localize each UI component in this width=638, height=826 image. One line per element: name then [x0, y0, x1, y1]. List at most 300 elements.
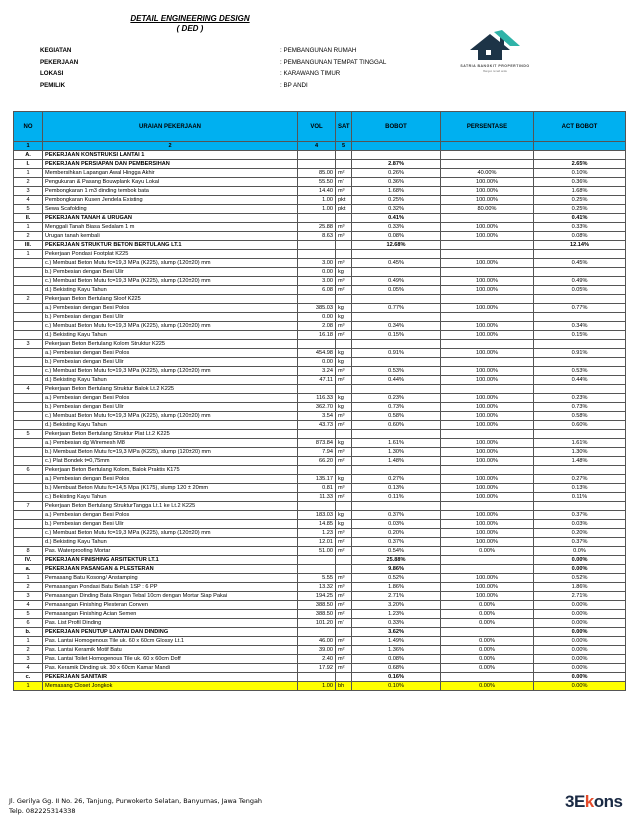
- row-number: [14, 286, 43, 295]
- row-unit: kg: [336, 268, 352, 277]
- row-number: [14, 322, 43, 331]
- row-unit: [336, 214, 352, 223]
- row-bobot: 0.33%: [352, 223, 441, 232]
- table-row: [14, 493, 626, 502]
- row-description: Pekerjaan Beton Bertulang StrukturTangga Lt.1 ke Lt.2 K225: [43, 502, 298, 511]
- row-number: 6: [14, 466, 43, 475]
- row-volume: 135.17: [298, 475, 336, 484]
- row-act-bobot: 0.00%: [534, 628, 626, 637]
- row-unit: m³: [336, 574, 352, 583]
- row-unit: kg: [336, 520, 352, 529]
- row-volume: 0.81: [298, 484, 336, 493]
- table-row: [14, 268, 626, 277]
- footer-address-line: Jl. Gerilya Gg. II No. 26, Tanjung, Purwokerto Selatan, Banyumas, Jawa Tengah: [9, 797, 263, 805]
- row-bobot: 2.71%: [352, 592, 441, 601]
- row-act-bobot: 0.00%: [534, 565, 626, 574]
- row-description: Pas. Waterproofing Mortar: [43, 547, 298, 556]
- row-act-bobot: 0.00%: [534, 655, 626, 664]
- column-index-cell: 4: [298, 142, 336, 151]
- row-act-bobot: 0.00%: [534, 682, 626, 691]
- row-unit: [336, 250, 352, 259]
- row-persentase: 0.00%: [441, 619, 534, 628]
- row-persentase: 100.00%: [441, 439, 534, 448]
- row-unit: m³: [336, 232, 352, 241]
- row-act-bobot: 1.86%: [534, 583, 626, 592]
- row-act-bobot: 1.30%: [534, 448, 626, 457]
- row-volume: 116.33: [298, 394, 336, 403]
- row-unit: m²: [336, 646, 352, 655]
- row-unit: kg: [336, 349, 352, 358]
- row-act-bobot: [534, 430, 626, 439]
- row-number: [14, 457, 43, 466]
- row-bobot: [352, 340, 441, 349]
- row-unit: [336, 160, 352, 169]
- row-description: b.) Membuat Beton Mutu fc=14,5 Mpa (K175), slump 120 ± 20mm: [43, 484, 298, 493]
- row-unit: m²: [336, 610, 352, 619]
- row-number: 2: [14, 295, 43, 304]
- row-act-bobot: 0.11%: [534, 493, 626, 502]
- row-unit: m²: [336, 331, 352, 340]
- row-description: Pemasangan Finishing Acian Semen: [43, 610, 298, 619]
- row-volume: 1.00: [298, 196, 336, 205]
- row-persentase: 0.00%: [441, 655, 534, 664]
- row-persentase: 100.00%: [441, 331, 534, 340]
- row-number: 5: [14, 430, 43, 439]
- brand-prefix: 3E: [565, 792, 585, 811]
- row-description: d.) Bekisting Kayu Tahun: [43, 376, 298, 385]
- row-description: a.) Pembesian dengan Besi Polos: [43, 349, 298, 358]
- row-unit: m³: [336, 322, 352, 331]
- table-row: [14, 511, 626, 520]
- table-row: [14, 601, 626, 610]
- row-persentase: 0.00%: [441, 637, 534, 646]
- row-number: 3: [14, 340, 43, 349]
- row-description: PEKERJAAN TANAH & URUGAN: [43, 214, 298, 223]
- row-volume: 55.50: [298, 178, 336, 187]
- row-act-bobot: 0.00%: [534, 601, 626, 610]
- section-row: [14, 628, 626, 637]
- row-bobot: 12.68%: [352, 241, 441, 250]
- row-number: 1: [14, 682, 43, 691]
- row-bobot: [352, 358, 441, 367]
- row-description: a.) Pembesian dengan Besi Polos: [43, 511, 298, 520]
- row-number: 1: [14, 223, 43, 232]
- row-number: 1: [14, 250, 43, 259]
- row-description: Pas. Lantai Homogenous Tile uk. 60 x 60cm Glossy Lt.1: [43, 637, 298, 646]
- row-persentase: 100.00%: [441, 259, 534, 268]
- row-volume: 873.84: [298, 439, 336, 448]
- row-description: Pekerjaan Beton Bertulang Struktur Plat Lt.2 K225: [43, 430, 298, 439]
- row-act-bobot: 0.53%: [534, 367, 626, 376]
- row-act-bobot: 12.14%: [534, 241, 626, 250]
- row-bobot: 2.87%: [352, 160, 441, 169]
- column-header: ACT BOBOT: [534, 112, 626, 142]
- row-act-bobot: 0.25%: [534, 205, 626, 214]
- row-unit: m³: [336, 223, 352, 232]
- row-unit: m²: [336, 169, 352, 178]
- row-number: [14, 358, 43, 367]
- row-bobot: 0.68%: [352, 664, 441, 673]
- row-bobot: [352, 313, 441, 322]
- row-unit: m²: [336, 286, 352, 295]
- row-bobot: 0.32%: [352, 205, 441, 214]
- column-header: VOL: [298, 112, 336, 142]
- row-act-bobot: 0.77%: [534, 304, 626, 313]
- row-description: c.) Membuat Beton Mutu fc=19,3 MPa (K225), slump (120±20) mm: [43, 529, 298, 538]
- row-act-bobot: [534, 151, 626, 160]
- row-description: Pas. Lantai Keramik Motif Batu: [43, 646, 298, 655]
- row-unit: [336, 556, 352, 565]
- row-act-bobot: 0.34%: [534, 322, 626, 331]
- row-description: a.) Pembesian dg Wiremesh M8: [43, 439, 298, 448]
- column-index-cell: [441, 142, 534, 151]
- row-act-bobot: [534, 502, 626, 511]
- row-description: c.) Membuat Beton Mutu fc=19,3 MPa (K225), slump (120±20) mm: [43, 259, 298, 268]
- row-persentase: 100.00%: [441, 457, 534, 466]
- column-index-cell: [352, 142, 441, 151]
- row-volume: 1.23: [298, 529, 336, 538]
- row-bobot: 0.45%: [352, 259, 441, 268]
- table-row: [14, 322, 626, 331]
- row-bobot: 0.05%: [352, 286, 441, 295]
- document-subtitle: ( DED ): [176, 24, 204, 33]
- table-row: [14, 439, 626, 448]
- row-number: [14, 304, 43, 313]
- table-row: [14, 295, 626, 304]
- row-description: d.) Bekisting Kayu Tahun: [43, 538, 298, 547]
- house-logo-icon: [440, 26, 550, 64]
- row-unit: [336, 295, 352, 304]
- row-act-bobot: 0.03%: [534, 520, 626, 529]
- row-persentase: 0.00%: [441, 610, 534, 619]
- row-act-bobot: 0.44%: [534, 376, 626, 385]
- row-act-bobot: 0.00%: [534, 646, 626, 655]
- row-bobot: 1.30%: [352, 448, 441, 457]
- row-volume: 101.20: [298, 619, 336, 628]
- row-number: [14, 277, 43, 286]
- table-row: [14, 646, 626, 655]
- row-bobot: 0.26%: [352, 169, 441, 178]
- row-bobot: 0.37%: [352, 511, 441, 520]
- info-row: [40, 45, 386, 57]
- row-number: 7: [14, 502, 43, 511]
- row-number: [14, 259, 43, 268]
- row-bobot: [352, 268, 441, 277]
- row-description: Pengukuran & Pasang Bouwplank Kayu Lokal: [43, 178, 298, 187]
- row-volume: 388.50: [298, 610, 336, 619]
- row-act-bobot: 0.60%: [534, 421, 626, 430]
- row-volume: [298, 340, 336, 349]
- row-description: a.) Pembesian dengan Besi Polos: [43, 394, 298, 403]
- row-bobot: [352, 502, 441, 511]
- column-header: PERSENTASE: [441, 112, 534, 142]
- row-bobot: 0.37%: [352, 538, 441, 547]
- column-index-row: [14, 142, 626, 151]
- table-row: [14, 529, 626, 538]
- info-value: : BP ANDI: [280, 81, 308, 89]
- row-description: Menggali Tanah Biasa Sedalam 1 m: [43, 223, 298, 232]
- row-volume: 3.00: [298, 277, 336, 286]
- row-volume: 47.11: [298, 376, 336, 385]
- row-unit: [336, 628, 352, 637]
- column-header: NO: [14, 112, 43, 142]
- row-bobot: 0.08%: [352, 655, 441, 664]
- row-bobot: 0.44%: [352, 376, 441, 385]
- row-bobot: 0.13%: [352, 484, 441, 493]
- row-description: b.) Pembesian dengan Besi Ulir: [43, 268, 298, 277]
- row-act-bobot: 0.36%: [534, 178, 626, 187]
- row-volume: 6.08: [298, 286, 336, 295]
- column-header: URAIAN PEKERJAAN: [43, 112, 298, 142]
- row-description: c.) Plat Bondek t=0,75mm: [43, 457, 298, 466]
- row-description: Pekerjaan Beton Bertulang Struktur Balok Lt.2 K225: [43, 385, 298, 394]
- row-act-bobot: 2.65%: [534, 160, 626, 169]
- row-persentase: 100.00%: [441, 421, 534, 430]
- table-row: [14, 178, 626, 187]
- row-unit: m²: [336, 376, 352, 385]
- row-number: [14, 412, 43, 421]
- row-number: [14, 421, 43, 430]
- row-number: [14, 538, 43, 547]
- row-number: 2: [14, 583, 43, 592]
- row-description: Pas. Keramik Dinding uk. 30 x 60cm Kamar Mandi: [43, 664, 298, 673]
- section-row: [14, 214, 626, 223]
- section-row: [14, 673, 626, 682]
- row-bobot: 1.23%: [352, 610, 441, 619]
- row-description: Pembongkaran 1 m3 dinding tembok bata: [43, 187, 298, 196]
- row-number: 5: [14, 610, 43, 619]
- row-unit: bh: [336, 682, 352, 691]
- table-header-row: [14, 112, 626, 142]
- row-volume: 43.73: [298, 421, 336, 430]
- row-bobot: 0.41%: [352, 214, 441, 223]
- table-row: [14, 304, 626, 313]
- row-number: [14, 376, 43, 385]
- table-row: [14, 421, 626, 430]
- row-bobot: 0.60%: [352, 421, 441, 430]
- row-act-bobot: 0.00%: [534, 664, 626, 673]
- table-row: [14, 403, 626, 412]
- row-number: 8: [14, 547, 43, 556]
- row-act-bobot: 0.33%: [534, 223, 626, 232]
- row-number: a.: [14, 565, 43, 574]
- row-act-bobot: 0.00%: [534, 637, 626, 646]
- row-volume: 362.70: [298, 403, 336, 412]
- row-bobot: 0.53%: [352, 367, 441, 376]
- row-unit: kg: [336, 313, 352, 322]
- row-persentase: [441, 556, 534, 565]
- row-act-bobot: 0.58%: [534, 412, 626, 421]
- row-volume: 85.00: [298, 169, 336, 178]
- row-description: c.) Bekisting Kayu Tahun: [43, 493, 298, 502]
- row-unit: m²: [336, 538, 352, 547]
- table-row: [14, 592, 626, 601]
- row-number: 4: [14, 601, 43, 610]
- row-act-bobot: 0.91%: [534, 349, 626, 358]
- row-act-bobot: 0.05%: [534, 286, 626, 295]
- row-unit: m³: [336, 277, 352, 286]
- row-description: Pemasang Batu Kosong/ Anstamping: [43, 574, 298, 583]
- row-unit: m³: [336, 583, 352, 592]
- row-number: c.: [14, 673, 43, 682]
- row-bobot: 0.34%: [352, 322, 441, 331]
- row-bobot: 1.48%: [352, 457, 441, 466]
- row-persentase: 0.00%: [441, 682, 534, 691]
- row-number: 1: [14, 574, 43, 583]
- row-act-bobot: 1.68%: [534, 187, 626, 196]
- row-act-bobot: 0.00%: [534, 619, 626, 628]
- row-persentase: 0.00%: [441, 646, 534, 655]
- row-bobot: 0.11%: [352, 493, 441, 502]
- row-volume: 0.00: [298, 268, 336, 277]
- table-row: [14, 520, 626, 529]
- row-bobot: [352, 295, 441, 304]
- row-number: 1: [14, 637, 43, 646]
- row-number: I.: [14, 160, 43, 169]
- row-number: IV.: [14, 556, 43, 565]
- row-persentase: 100.00%: [441, 592, 534, 601]
- section-row: [14, 160, 626, 169]
- row-act-bobot: [534, 295, 626, 304]
- row-number: [14, 313, 43, 322]
- row-unit: kg: [336, 304, 352, 313]
- row-persentase: 100.00%: [441, 538, 534, 547]
- brand-suffix: ons: [593, 792, 623, 811]
- row-persentase: 100.00%: [441, 232, 534, 241]
- table-row: [14, 223, 626, 232]
- row-persentase: [441, 250, 534, 259]
- table-row: [14, 358, 626, 367]
- row-unit: kg: [336, 475, 352, 484]
- row-bobot: 0.03%: [352, 520, 441, 529]
- row-number: [14, 331, 43, 340]
- row-description: PEKERJAAN SANITAIR: [43, 673, 298, 682]
- row-act-bobot: 0.20%: [534, 529, 626, 538]
- row-number: [14, 448, 43, 457]
- row-description: Memasang Closet Jongkok: [43, 682, 298, 691]
- row-number: [14, 493, 43, 502]
- info-value: : KARAWANG TIMUR: [280, 70, 341, 77]
- row-volume: 13.32: [298, 583, 336, 592]
- table-row: [14, 682, 626, 691]
- row-bobot: 1.68%: [352, 187, 441, 196]
- row-volume: 385.03: [298, 304, 336, 313]
- row-bobot: 0.49%: [352, 277, 441, 286]
- row-volume: 194.25: [298, 592, 336, 601]
- row-number: 4: [14, 196, 43, 205]
- table-row: [14, 430, 626, 439]
- row-bobot: 0.91%: [352, 349, 441, 358]
- row-unit: m³: [336, 367, 352, 376]
- row-description: b.) Pembesian dengan Besi Ulir: [43, 358, 298, 367]
- row-description: PEKERJAAN PENUTUP LANTAI DAN DINDING: [43, 628, 298, 637]
- table-row: [14, 664, 626, 673]
- info-value: : PEMBANGUNAN RUMAH: [280, 47, 357, 54]
- row-volume: [298, 430, 336, 439]
- row-persentase: 100.00%: [441, 493, 534, 502]
- table-row: [14, 286, 626, 295]
- row-number: 4: [14, 664, 43, 673]
- table-row: [14, 367, 626, 376]
- row-persentase: [441, 214, 534, 223]
- row-act-bobot: [534, 268, 626, 277]
- info-label: LOKASI: [40, 70, 64, 77]
- row-unit: m³: [336, 484, 352, 493]
- logo-brand-text: SATRIA BANGKIT PROPERTINDO: [460, 64, 530, 68]
- row-unit: m³: [336, 529, 352, 538]
- row-persentase: 0.00%: [441, 601, 534, 610]
- row-unit: m²: [336, 547, 352, 556]
- row-bobot: 0.15%: [352, 331, 441, 340]
- row-description: b.) Pembesian dengan Besi Ulir: [43, 403, 298, 412]
- row-act-bobot: 0.23%: [534, 394, 626, 403]
- table-body: [14, 142, 626, 691]
- table-row: [14, 412, 626, 421]
- row-volume: [298, 214, 336, 223]
- row-number: b.: [14, 628, 43, 637]
- row-number: 5: [14, 205, 43, 214]
- row-number: 2: [14, 178, 43, 187]
- row-act-bobot: 0.00%: [534, 556, 626, 565]
- table-row: [14, 502, 626, 511]
- logo-tagline: Bangun rumah anda: [483, 70, 507, 73]
- row-persentase: 100.00%: [441, 367, 534, 376]
- row-act-bobot: 0.73%: [534, 403, 626, 412]
- row-unit: m²: [336, 592, 352, 601]
- row-number: [14, 403, 43, 412]
- row-volume: 3.24: [298, 367, 336, 376]
- row-persentase: [441, 502, 534, 511]
- row-volume: 388.50: [298, 601, 336, 610]
- row-act-bobot: 0.41%: [534, 214, 626, 223]
- rab-table: [13, 111, 626, 691]
- row-persentase: [441, 358, 534, 367]
- row-act-bobot: 0.13%: [534, 484, 626, 493]
- info-label: PEMILIK: [40, 81, 66, 89]
- row-act-bobot: [534, 340, 626, 349]
- row-bobot: 1.49%: [352, 637, 441, 646]
- row-unit: m²: [336, 637, 352, 646]
- info-row: [40, 68, 386, 80]
- row-description: c.) Membuat Beton Mutu fc=19,3 MPa (K225), slump (120±20) mm: [43, 367, 298, 376]
- row-number: [14, 268, 43, 277]
- row-description: b.) Pembesian dengan Besi Ulir: [43, 520, 298, 529]
- row-persentase: 100.00%: [441, 520, 534, 529]
- row-bobot: 25.88%: [352, 556, 441, 565]
- row-persentase: 100.00%: [441, 484, 534, 493]
- row-number: 3: [14, 655, 43, 664]
- brand-k: k: [584, 792, 594, 811]
- row-number: 3: [14, 187, 43, 196]
- row-description: Pemasangan Finishing Plesteran Conven: [43, 601, 298, 610]
- row-persentase: 100.00%: [441, 529, 534, 538]
- table-row: [14, 340, 626, 349]
- row-number: 3: [14, 592, 43, 601]
- row-persentase: [441, 313, 534, 322]
- row-act-bobot: 0.45%: [534, 259, 626, 268]
- row-volume: [298, 556, 336, 565]
- row-bobot: 9.86%: [352, 565, 441, 574]
- row-persentase: [441, 673, 534, 682]
- document-title-block: [0, 14, 380, 34]
- table-row: [14, 232, 626, 241]
- row-persentase: 100.00%: [441, 178, 534, 187]
- row-description: PEKERJAAN STRUKTUR BETON BERTULANG LT.1: [43, 241, 298, 250]
- table-row: [14, 277, 626, 286]
- row-act-bobot: 1.61%: [534, 439, 626, 448]
- row-persentase: 100.00%: [441, 403, 534, 412]
- row-volume: 12.01: [298, 538, 336, 547]
